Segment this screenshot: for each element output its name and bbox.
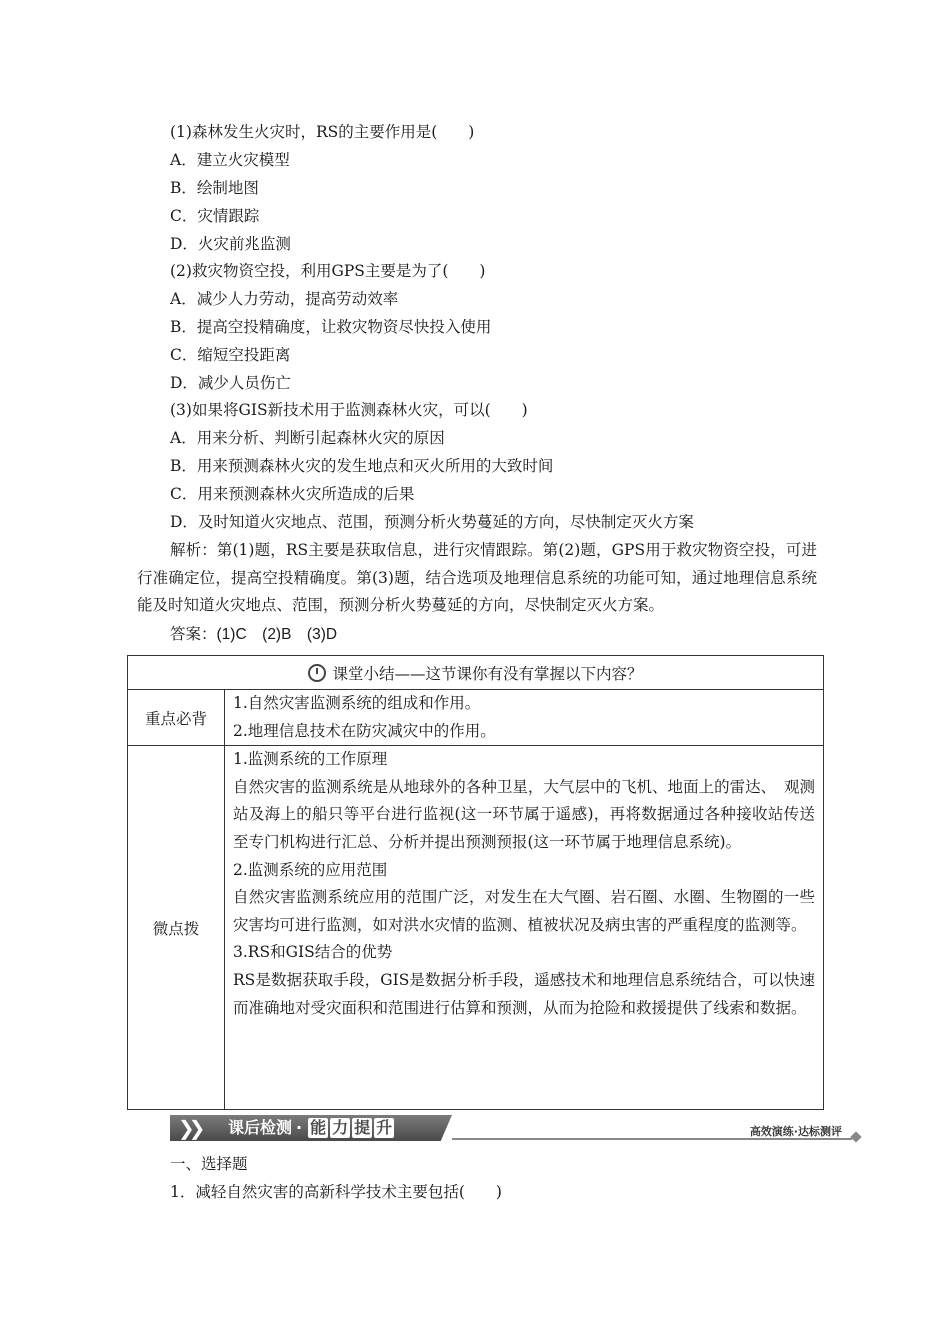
banner-char: 提: [354, 1118, 371, 1137]
question-2-option-a: A．减少人力劳动，提高劳动效率: [170, 290, 399, 308]
summary-header: [128, 656, 824, 690]
answer-label: 答案：: [170, 625, 217, 643]
banner-title-a: 课后检测: [228, 1118, 293, 1137]
key-point: 2.地理信息技术在防灾减灾中的作用。: [233, 721, 496, 740]
tip-text: RS是数据获取手段，GIS是数据分析手段，遥感技术和地理信息系统结合，可以快速而准确地对受灾面积和范围进行估算和预测，从而为抢险和救援提供了线索和数据。: [233, 970, 815, 1017]
question-1-option-c: C．灾情跟踪: [170, 207, 260, 225]
question-3-option-d: D．及时知道火灾地点、范围，预测分析火势蔓延的方向，尽快制定灭火方案: [170, 513, 694, 531]
question-3-option-a: A．用来分析、判断引起森林火灾的原因: [170, 429, 445, 447]
summary-header-text: 课堂小结——这节课你有没有掌握以下内容？: [332, 664, 643, 683]
tip-heading: 3.RS和GIS结合的优势: [233, 943, 393, 962]
question-1-stem: (1)森林发生火灾时，RS的主要作用是( ): [170, 123, 475, 141]
question-1-option-b: B．绘制地图: [170, 179, 259, 197]
banner-title: [228, 1115, 394, 1141]
banner-char: 能: [310, 1118, 327, 1137]
banner-dot: ·: [296, 1118, 303, 1137]
question-2-option-c: C．缩短空投距离: [170, 346, 291, 364]
key-points-content: [225, 690, 824, 746]
summary-table: [127, 655, 824, 1110]
tip-heading: 1.监测系统的工作原理: [233, 750, 388, 769]
tip-heading: 2.监测系统的应用范围: [233, 860, 388, 879]
question-3-option-b: B．用来预测森林火灾的发生地点和灭火所用的大致时间: [170, 457, 554, 475]
clock-icon: [308, 664, 326, 682]
question-2-stem: (2)救灾物资空投，利用GPS主要是为了( ): [170, 262, 486, 280]
question-1-option-a: A．建立火灾模型: [170, 151, 290, 169]
question-1-option-d: D．火灾前兆监测: [170, 235, 291, 253]
tips-label: 微点拨: [128, 746, 225, 1110]
section-heading: 一、选择题: [170, 1155, 248, 1173]
question-2-option-d: D．减少人员伤亡: [170, 374, 291, 392]
key-points-label: 重点必背: [128, 690, 225, 746]
double-chevron-icon: ❯❯: [178, 1116, 200, 1140]
analysis-paragraph: 解析：第(1)题，RS主要是获取信息，进行灾情跟踪。第(2)题，GPS用于救灾物资空投，可进行准确定位，提高空投精确度。第(3)题，结合选项及地理信息系统的功能可知，通过地理信息系统能及时知道火灾地点、范围，预测分析火势蔓延的方向，尽快制定灭火方案。: [137, 541, 817, 615]
answer-line: [170, 624, 337, 645]
question-2-option-b: B．提高空投精确度，让救灾物资尽快投入使用: [170, 318, 492, 336]
key-point: 1.自然灾害监测系统的组成和作用。: [233, 694, 481, 712]
banner-right-text: 高效演练·达标测评: [749, 1125, 842, 1138]
banner-char: 升: [376, 1118, 393, 1137]
diamond-icon: [850, 1131, 861, 1142]
question-3-stem: (3)如果将GIS新技术用于监测森林火灾，可以( ): [170, 401, 528, 419]
tip-text: 自然灾害的监测系统是从地球外的各种卫星，大气层中的飞机、地面上的雷达、 观测站及海上的船只等平台进行监视(这一环节属于遥感)，再将数据通过各种接收站传送至专门机构进行汇总、分析并提出预测预报(这一环节属于地理信息系统)。: [233, 777, 815, 851]
tips-content: [225, 746, 824, 1110]
question-3-option-c: C．用来预测森林火灾所造成的后果: [170, 485, 415, 503]
tip-text: 自然灾害监测系统应用的范围广泛，对发生在大气圈、岩石圈、水圈、生物圈的一些灾害均可进行监测，如对洪水灾情的监测、植被状况及病虫害的严重程度的监测等。: [233, 888, 815, 934]
answer-value: (1)C (2)B (3)D: [216, 626, 338, 643]
section-banner: [170, 1111, 860, 1145]
next-question-stem: 1．减轻自然灾害的高新科学技术主要包括( ): [170, 1183, 502, 1201]
banner-char: 力: [332, 1118, 349, 1137]
